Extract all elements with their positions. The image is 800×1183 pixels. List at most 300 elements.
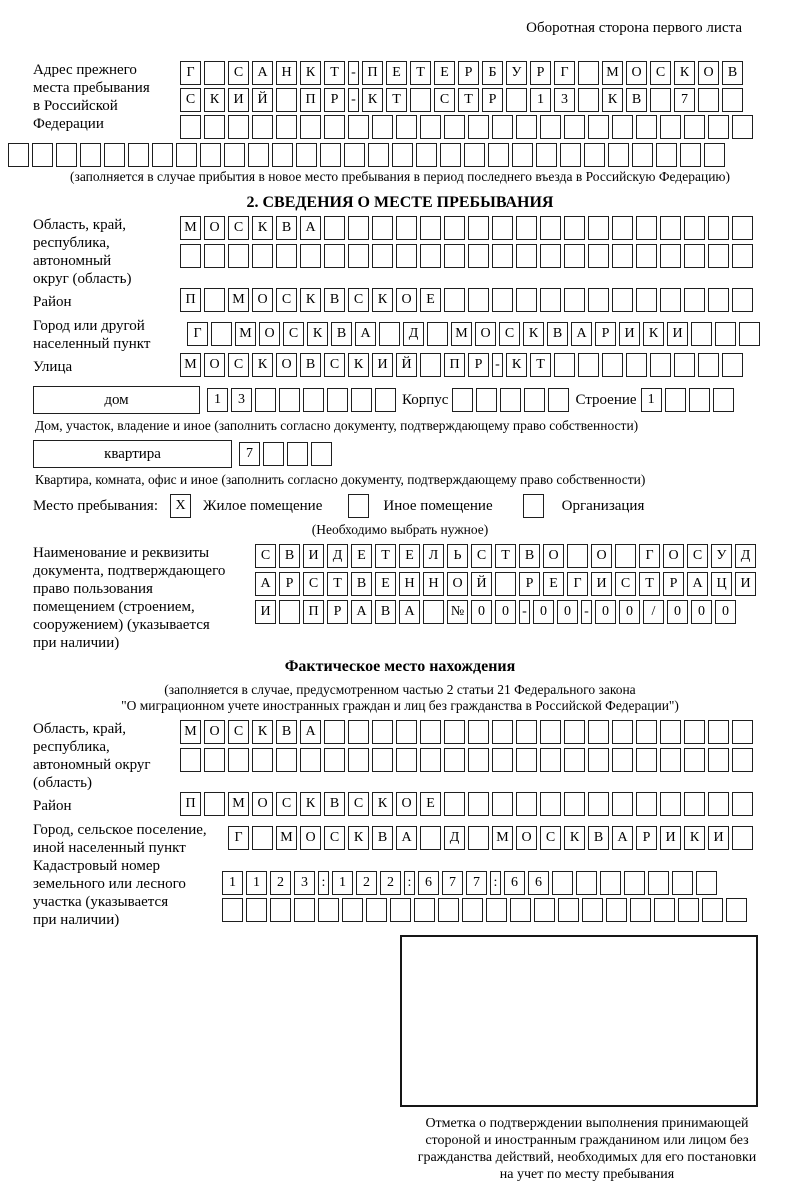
char-box-empty (684, 288, 705, 312)
char-box-empty (104, 143, 125, 167)
char-box-filled: У (711, 544, 732, 568)
char-box-filled: 0 (557, 600, 578, 624)
region-field (0, 216, 800, 288)
char-box-empty (279, 388, 300, 412)
char-box-filled: В (300, 353, 321, 377)
char-box-empty (420, 720, 441, 744)
char-box-filled: Р (324, 88, 345, 112)
city-label (0, 317, 180, 353)
char-box-filled: С (228, 720, 249, 744)
char-box-filled: В (279, 544, 300, 568)
char-box-filled: А (300, 216, 321, 240)
char-box-filled: 7 (442, 871, 463, 895)
cadastral-field (0, 857, 800, 929)
label-line: при наличии) (33, 635, 120, 651)
char-box-empty (468, 288, 489, 312)
char-box-filled: Т (495, 544, 516, 568)
char-box-empty (492, 288, 513, 312)
char-box-empty (427, 322, 448, 346)
actual-district-label: Район (33, 797, 72, 814)
char-box-empty (224, 143, 245, 167)
label-line: округ (область) (33, 271, 132, 287)
char-box-filled: Е (543, 572, 564, 596)
apartment-name-box: квартира (33, 440, 232, 468)
char-box-empty (680, 143, 701, 167)
char-box-filled: А (396, 826, 417, 850)
actual-location-caption-1: (заполняется в случае, предусмотренном частью 2 статьи 21 Федерального закона (164, 682, 636, 697)
char-box-empty (564, 115, 585, 139)
char-box-empty (540, 720, 561, 744)
char-box-filled: П (362, 61, 383, 85)
char-box-empty (296, 143, 317, 167)
apartment-field (0, 440, 800, 468)
char-box-filled: № (447, 600, 468, 624)
stamp-box (400, 935, 758, 1107)
char-box-filled: В (519, 544, 540, 568)
char-box-empty (564, 244, 585, 268)
char-box-empty (698, 353, 719, 377)
char-box-filled: Р (530, 61, 551, 85)
char-box-empty (248, 143, 269, 167)
char-box-empty (672, 871, 693, 895)
char-box-filled: 1 (246, 871, 267, 895)
prev-address-field (0, 61, 800, 142)
char-box-filled: О (252, 288, 273, 312)
char-box-filled: 0 (471, 600, 492, 624)
char-box-empty (420, 244, 441, 268)
char-box-empty (684, 720, 705, 744)
char-box-filled: М (602, 61, 623, 85)
char-box-empty (324, 720, 345, 744)
char-box-empty (660, 748, 681, 772)
char-box-empty (684, 792, 705, 816)
char-box-filled: - (348, 88, 359, 112)
char-box-empty (228, 748, 249, 772)
char-box-empty (660, 216, 681, 240)
char-box-filled: С (276, 288, 297, 312)
char-box-filled: И (708, 826, 729, 850)
char-box-empty (294, 898, 315, 922)
char-box-row (180, 720, 753, 744)
char-box-empty (344, 143, 365, 167)
char-box-empty (444, 288, 465, 312)
char-box-row (180, 88, 753, 112)
char-box-empty (540, 244, 561, 268)
char-box-empty (318, 898, 339, 922)
char-box-empty (279, 600, 300, 624)
char-box-empty (204, 61, 225, 85)
char-box-empty (476, 388, 497, 412)
char-box-filled: : (490, 871, 501, 895)
actual-location-title: Фактическое место нахождения (284, 658, 516, 675)
char-box-empty (300, 748, 321, 772)
char-box-filled: Е (375, 572, 396, 596)
char-box-empty (548, 388, 569, 412)
char-box-empty (276, 748, 297, 772)
char-box-filled: 2 (270, 871, 291, 895)
label-line: автономный округ (33, 757, 151, 773)
char-box-empty (492, 792, 513, 816)
char-box-empty (327, 388, 348, 412)
char-box-filled: В (324, 792, 345, 816)
char-box-filled: Д (327, 544, 348, 568)
char-box-filled: Р (636, 826, 657, 850)
char-box-empty (516, 115, 537, 139)
char-box-empty (578, 61, 599, 85)
char-box-empty (300, 115, 321, 139)
char-box-empty (379, 322, 400, 346)
char-box-filled: 3 (231, 388, 252, 412)
char-box-row (180, 115, 753, 139)
stamp-caption-line: стороной и иностранным гражданином или лицом без (425, 1133, 749, 1148)
char-box-empty (444, 216, 465, 240)
char-box-empty (636, 216, 657, 240)
char-box-empty (440, 143, 461, 167)
stamp-caption-line: Отметка о подтверждении выполнения принимающей (425, 1116, 749, 1131)
char-box-empty (564, 288, 585, 312)
checkbox-residential: X (170, 494, 191, 518)
char-box-filled: Т (639, 572, 660, 596)
char-box-filled: М (228, 792, 249, 816)
char-box-filled: И (660, 826, 681, 850)
char-box-empty (444, 748, 465, 772)
char-box-filled: / (643, 600, 664, 624)
label-line: Адрес прежнего (33, 62, 137, 78)
char-box-filled: К (372, 288, 393, 312)
char-box-empty (624, 871, 645, 895)
house-caption: Дом, участок, владение и иное (заполнить согласно документу, подтверждающему право собственности) (35, 418, 639, 433)
char-box-empty (588, 244, 609, 268)
char-box-empty (390, 898, 411, 922)
region-boxes (180, 216, 753, 272)
char-box-empty (516, 792, 537, 816)
char-box-empty (615, 544, 636, 568)
district-label: Район (33, 293, 72, 310)
char-box-filled: Е (420, 288, 441, 312)
char-box-empty (516, 244, 537, 268)
char-box-empty (660, 244, 681, 268)
label-line: автономный (33, 253, 112, 269)
char-box-filled: Р (482, 88, 503, 112)
label-line: места пребывания (33, 80, 150, 96)
char-box-empty (176, 143, 197, 167)
char-box-filled: О (543, 544, 564, 568)
char-box-empty (444, 115, 465, 139)
char-box-filled: К (372, 792, 393, 816)
char-box-filled: К (362, 88, 383, 112)
char-box-filled: Б (482, 61, 503, 85)
char-box-filled: С (499, 322, 520, 346)
char-box-filled: В (547, 322, 568, 346)
char-box-empty (56, 143, 77, 167)
stay-type-label: Место пребывания: (33, 498, 158, 514)
char-box-filled: О (626, 61, 647, 85)
char-box-filled: В (375, 600, 396, 624)
prev-address-caption: (заполняется в случае прибытия в новое место пребывания в период последнего въезда в Российскую Федерацию) (69, 169, 731, 184)
char-box-empty (311, 442, 332, 466)
char-box-empty (636, 115, 657, 139)
char-box-empty (375, 388, 396, 412)
char-box-empty (612, 748, 633, 772)
char-box-row (180, 792, 753, 816)
char-box-filled: - (581, 600, 592, 624)
char-box-empty (540, 216, 561, 240)
char-box-empty (272, 143, 293, 167)
char-box-row (8, 143, 800, 167)
char-box-empty (732, 244, 753, 268)
char-box-empty (252, 826, 273, 850)
char-box-filled: С (276, 792, 297, 816)
char-box-empty (348, 244, 369, 268)
label-line: республика, (33, 739, 110, 755)
korpus-label: Корпус (402, 392, 449, 408)
char-box-filled: К (564, 826, 585, 850)
char-box-empty (211, 322, 232, 346)
char-box-filled: В (276, 720, 297, 744)
char-box-filled: Р (519, 572, 540, 596)
document-field (0, 544, 800, 652)
char-box-filled: Т (375, 544, 396, 568)
char-box-row (180, 61, 753, 85)
char-box-filled: Г (639, 544, 660, 568)
char-box-empty (524, 388, 545, 412)
char-box-empty (606, 898, 627, 922)
char-box-empty (648, 871, 669, 895)
char-box-filled: В (588, 826, 609, 850)
char-box-filled: М (180, 216, 201, 240)
char-box-filled: К (252, 216, 273, 240)
char-box-filled: 2 (356, 871, 377, 895)
prev-address-label (0, 61, 180, 133)
char-box-empty (324, 748, 345, 772)
char-box-filled: : (404, 871, 415, 895)
char-box-empty (540, 115, 561, 139)
char-box-empty (492, 244, 513, 268)
char-box-empty (600, 871, 621, 895)
char-box-empty (708, 244, 729, 268)
char-box-empty (396, 720, 417, 744)
char-box-empty (246, 898, 267, 922)
char-box-empty (578, 88, 599, 112)
char-box-filled: 0 (667, 600, 688, 624)
char-box-empty (420, 826, 441, 850)
char-box-empty (438, 898, 459, 922)
option-label-residential: Жилое помещение (203, 498, 323, 514)
char-box-filled: П (300, 88, 321, 112)
char-box-filled: О (475, 322, 496, 346)
char-box-filled: 0 (619, 600, 640, 624)
char-box-row (239, 442, 332, 466)
char-box-filled: А (351, 600, 372, 624)
char-box-filled: 3 (554, 88, 575, 112)
char-box-filled: Н (399, 572, 420, 596)
char-box-filled: В (276, 216, 297, 240)
char-box-filled: К (300, 61, 321, 85)
char-box-empty (732, 115, 753, 139)
char-box-empty (396, 115, 417, 139)
char-box-empty (204, 115, 225, 139)
char-box-filled: П (444, 353, 465, 377)
char-box-filled: 1 (222, 871, 243, 895)
char-box-empty (276, 88, 297, 112)
char-box-filled: - (519, 600, 530, 624)
char-box-empty (252, 244, 273, 268)
char-box-filled: О (591, 544, 612, 568)
char-box-filled: Н (276, 61, 297, 85)
char-box-empty (486, 898, 507, 922)
char-box-empty (722, 353, 743, 377)
char-box-empty (696, 871, 717, 895)
char-box-empty (255, 388, 276, 412)
char-box-empty (713, 388, 734, 412)
char-box-empty (204, 792, 225, 816)
street-field (0, 353, 800, 380)
char-box-empty (582, 898, 603, 922)
char-box-empty (152, 143, 173, 167)
char-box-filled: О (663, 544, 684, 568)
back-side-header: Оборотная сторона первого листа (526, 20, 742, 36)
char-box-empty (420, 216, 441, 240)
char-box-empty (324, 216, 345, 240)
char-box-filled: Й (471, 572, 492, 596)
char-box-empty (396, 748, 417, 772)
char-box-filled: О (259, 322, 280, 346)
char-box-filled: Г (228, 826, 249, 850)
char-box-row (207, 388, 396, 412)
char-box-empty (660, 792, 681, 816)
char-box-filled: С (324, 826, 345, 850)
char-box-empty (612, 115, 633, 139)
char-box-empty (722, 88, 743, 112)
char-box-empty (444, 244, 465, 268)
region-label (0, 216, 180, 288)
char-box-empty (348, 115, 369, 139)
char-box-empty (468, 244, 489, 268)
char-box-filled: В (722, 61, 743, 85)
char-box-row (255, 544, 756, 568)
char-box-row (222, 871, 747, 895)
char-box-filled: В (331, 322, 352, 346)
stamp-caption (396, 1115, 778, 1183)
label-line: республика, (33, 235, 110, 251)
char-box-empty (348, 216, 369, 240)
char-box-filled: Т (458, 88, 479, 112)
char-box-empty (650, 88, 671, 112)
char-box-empty (739, 322, 760, 346)
char-box-empty (420, 748, 441, 772)
char-box-empty (396, 216, 417, 240)
char-box-empty (420, 115, 441, 139)
char-box-empty (180, 244, 201, 268)
char-box-empty (228, 115, 249, 139)
char-box-filled: А (255, 572, 276, 596)
char-box-empty (612, 792, 633, 816)
char-box-empty (372, 244, 393, 268)
char-box-filled: 0 (715, 600, 736, 624)
option-label-organization: Организация (561, 498, 645, 514)
char-box-filled: К (602, 88, 623, 112)
char-box-filled: 1 (207, 388, 228, 412)
char-box-row (180, 244, 753, 268)
char-box-empty (552, 871, 573, 895)
char-box-filled: С (615, 572, 636, 596)
stay-type-caption: (Необходимо выбрать нужное) (311, 522, 489, 537)
stay-type-field (0, 494, 800, 518)
char-box-filled: 0 (495, 600, 516, 624)
char-box-empty (708, 288, 729, 312)
char-box-empty (372, 748, 393, 772)
char-box-empty (492, 216, 513, 240)
char-box-filled: О (252, 792, 273, 816)
char-box-filled: К (307, 322, 328, 346)
char-box-filled: 6 (504, 871, 525, 895)
char-box-filled: К (252, 353, 273, 377)
char-box-empty (506, 88, 527, 112)
label-line: право пользования (33, 581, 153, 597)
house-field (0, 386, 800, 414)
char-box-filled: Р (663, 572, 684, 596)
char-box-filled: С (434, 88, 455, 112)
char-box-empty (732, 826, 753, 850)
char-box-empty (492, 748, 513, 772)
label-line: населенный пункт (33, 336, 151, 352)
char-box-empty (414, 898, 435, 922)
char-box-empty (684, 216, 705, 240)
char-box-empty (612, 244, 633, 268)
char-box-empty (366, 898, 387, 922)
char-box-filled: 6 (418, 871, 439, 895)
char-box-filled: М (492, 826, 513, 850)
char-box-empty (287, 442, 308, 466)
char-box-filled: С (324, 353, 345, 377)
char-box-filled: 1 (332, 871, 353, 895)
char-box-filled: Е (434, 61, 455, 85)
char-box-empty (8, 143, 29, 167)
char-box-empty (80, 143, 101, 167)
char-box-filled: А (355, 322, 376, 346)
char-box-filled: И (372, 353, 393, 377)
char-box-empty (732, 288, 753, 312)
actual-region-boxes (180, 720, 753, 776)
char-box-empty (204, 288, 225, 312)
char-box-filled: К (684, 826, 705, 850)
char-box-filled: Т (530, 353, 551, 377)
char-box-filled: Ь (447, 544, 468, 568)
char-box-filled: О (516, 826, 537, 850)
char-box-filled: Е (386, 61, 407, 85)
char-box-empty (348, 748, 369, 772)
document-label (0, 544, 255, 652)
char-box-filled: М (235, 322, 256, 346)
char-box-filled: Е (399, 544, 420, 568)
char-box-empty (228, 244, 249, 268)
char-box-filled: Р (327, 600, 348, 624)
char-box-filled: И (591, 572, 612, 596)
char-box-empty (492, 720, 513, 744)
char-box-filled: Д (444, 826, 465, 850)
char-box-empty (462, 898, 483, 922)
char-box-empty (423, 600, 444, 624)
char-box-empty (702, 898, 723, 922)
char-box-empty (536, 143, 557, 167)
label-line: Область, край, (33, 721, 127, 737)
char-box-filled: С (650, 61, 671, 85)
label-line: земельного или лесного (33, 876, 186, 892)
char-box-filled: И (255, 600, 276, 624)
char-box-empty (351, 388, 372, 412)
char-box-filled: И (228, 88, 249, 112)
char-box-filled: В (351, 572, 372, 596)
